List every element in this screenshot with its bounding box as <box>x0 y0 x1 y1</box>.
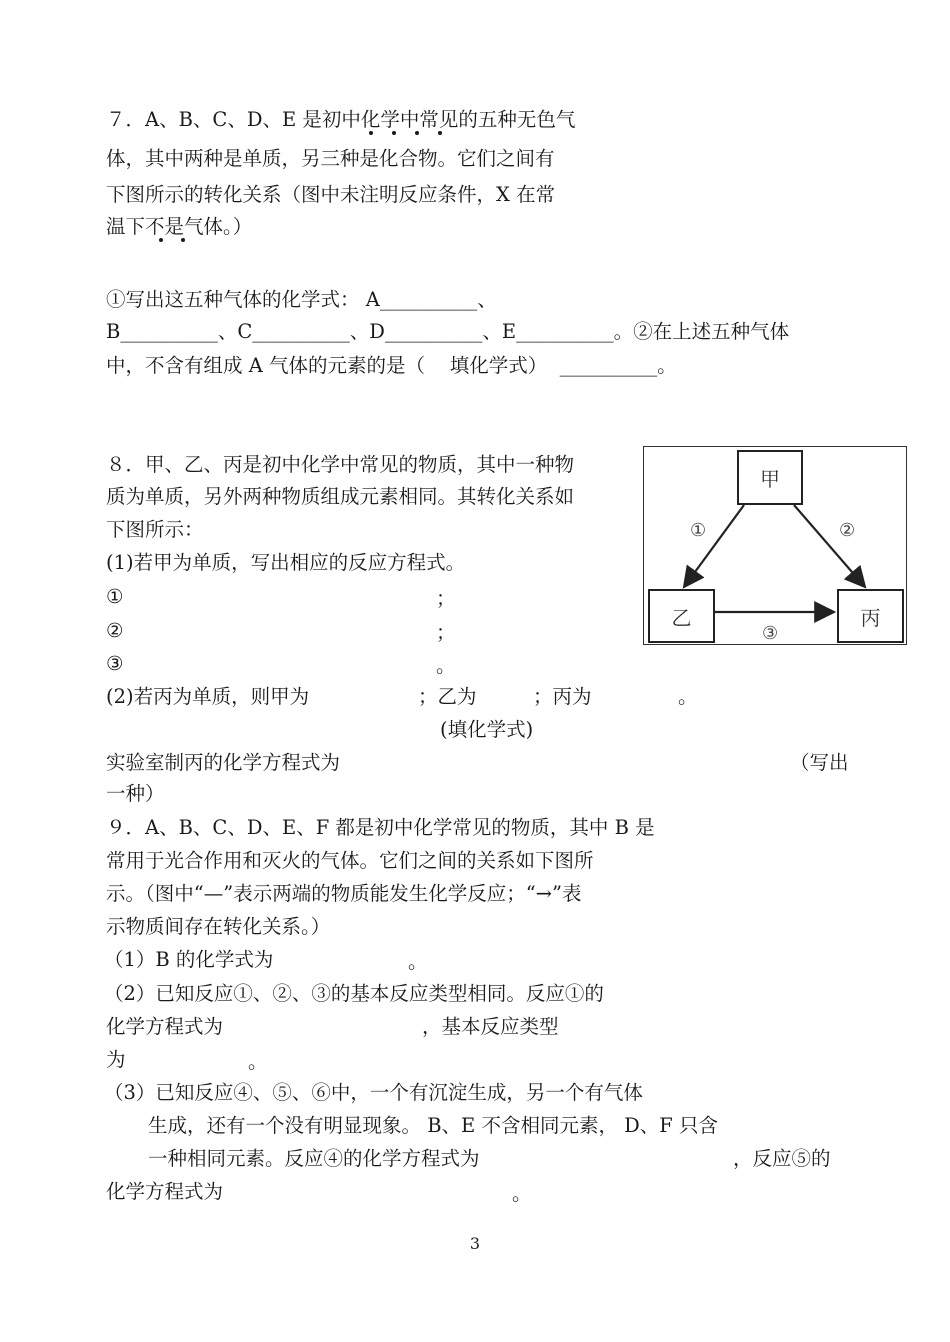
q8-line-3: 下图所示： <box>106 518 204 541</box>
q9-part2c-end: 。 <box>248 1050 268 1073</box>
eq3-end: 。 <box>436 654 456 677</box>
lab-line: 实验室制丙的化学方程式为 <box>106 751 341 774</box>
transformation-diagram <box>643 446 907 645</box>
q8-line-1: ８．甲、乙、丙是初中化学中常见的物质，其中一种物 <box>106 453 575 476</box>
q9-line-4: 示物质间存在转化关系。） <box>106 915 331 938</box>
q9-part3b: 生成，还有一个没有明显现象。 B、E 不含相同元素， D、F 只含 <box>148 1114 719 1137</box>
emphasis-dot <box>369 131 373 135</box>
node-jia: 甲 <box>737 450 803 505</box>
q8-line-2: 质为单质，另外两种物质组成元素相同。其转化关系如 <box>106 485 575 508</box>
q9-part3d-end: 。 <box>512 1182 532 1205</box>
q9-line-3: 示。（图中“—”表示两端的物质能发生化学反应；“→”表 <box>106 882 582 905</box>
arrow-label-3: ③ <box>762 623 779 644</box>
q9-part3d: 化学方程式为 <box>106 1180 224 1203</box>
arrow-label-2: ② <box>839 520 856 541</box>
lab-note-2: 一种） <box>106 782 165 805</box>
q7-answer-1: ①写出这五种气体的化学式： A__________、 <box>106 288 497 311</box>
q8-part2: (2)若丙为单质，则甲为 <box>106 685 310 708</box>
lab-note: （写出 <box>790 751 849 774</box>
q9-part2c: 为 <box>106 1048 126 1071</box>
q8-part2-bing: ；丙为 <box>533 685 592 708</box>
q9-part3c-end: ，反应⑤的 <box>733 1147 831 1170</box>
q9-line-1: ９．A、B、C、D、E、F 都是初中化学常见的物质，其中 B 是 <box>106 816 655 839</box>
q9-part1-end: 。 <box>408 950 428 973</box>
arrow-label-1: ① <box>690 520 707 541</box>
eq2-label: ② <box>106 619 124 642</box>
q8-part2-yi: ；乙为 <box>418 685 477 708</box>
q7-answer-3: 中，不含有组成 A 气体的元素的是（ 填化学式） __________。 <box>106 354 677 377</box>
eq1-end: ； <box>436 587 456 610</box>
arrow-jia-to-yi <box>684 505 744 587</box>
arrow-jia-to-bing <box>794 505 865 587</box>
q9-part3c: 一种相同元素。反应④的化学方程式为 <box>148 1147 480 1170</box>
emphasis-dot <box>392 131 396 135</box>
q7-line-1: ７．A、B、C、D、E 是初中化学中常见的五种无色气 <box>106 108 576 131</box>
eq1-label: ① <box>106 585 124 608</box>
q7-line-2: 体，其中两种是单质，另三种是化合物。它们之间有 <box>106 147 555 170</box>
node-yi: 乙 <box>648 589 715 643</box>
q7-line-3: 下图所示的转化关系（图中未注明反应条件，X 在常 <box>106 183 556 206</box>
emphasis-dot <box>159 238 163 242</box>
page-number: 3 <box>469 1234 481 1253</box>
q9-line-2: 常用于光合作用和灭火的气体。它们之间的关系如下图所 <box>106 849 594 872</box>
emphasis-dot <box>438 131 442 135</box>
q9-part3: （3）已知反应④、⑤、⑥中，一个有沉淀生成，另一个有气体 <box>104 1081 643 1104</box>
q9-part2b-end: ，基本反应类型 <box>422 1015 559 1038</box>
eq3-label: ③ <box>106 652 124 675</box>
q9-part2b: 化学方程式为 <box>106 1015 224 1038</box>
eq2-end: ； <box>436 621 456 644</box>
q9-part2: （2）已知反应①、②、③的基本反应类型相同。反应①的 <box>104 982 604 1005</box>
node-bing: 丙 <box>837 589 904 643</box>
q7-line-4: 温下不是气体。） <box>106 215 253 238</box>
q8-part2-end: 。 <box>678 685 698 708</box>
emphasis-dot <box>181 238 185 242</box>
fill-formula-note: (填化学式) <box>440 718 534 741</box>
q9-part1: （1）B 的化学式为 <box>104 948 274 971</box>
q7-answer-2: B__________、C__________、D__________、E__________。②在上述五种气体 <box>106 320 790 343</box>
emphasis-dot <box>415 131 419 135</box>
q8-line-4: (1)若甲为单质，写出相应的反应方程式。 <box>106 551 466 574</box>
